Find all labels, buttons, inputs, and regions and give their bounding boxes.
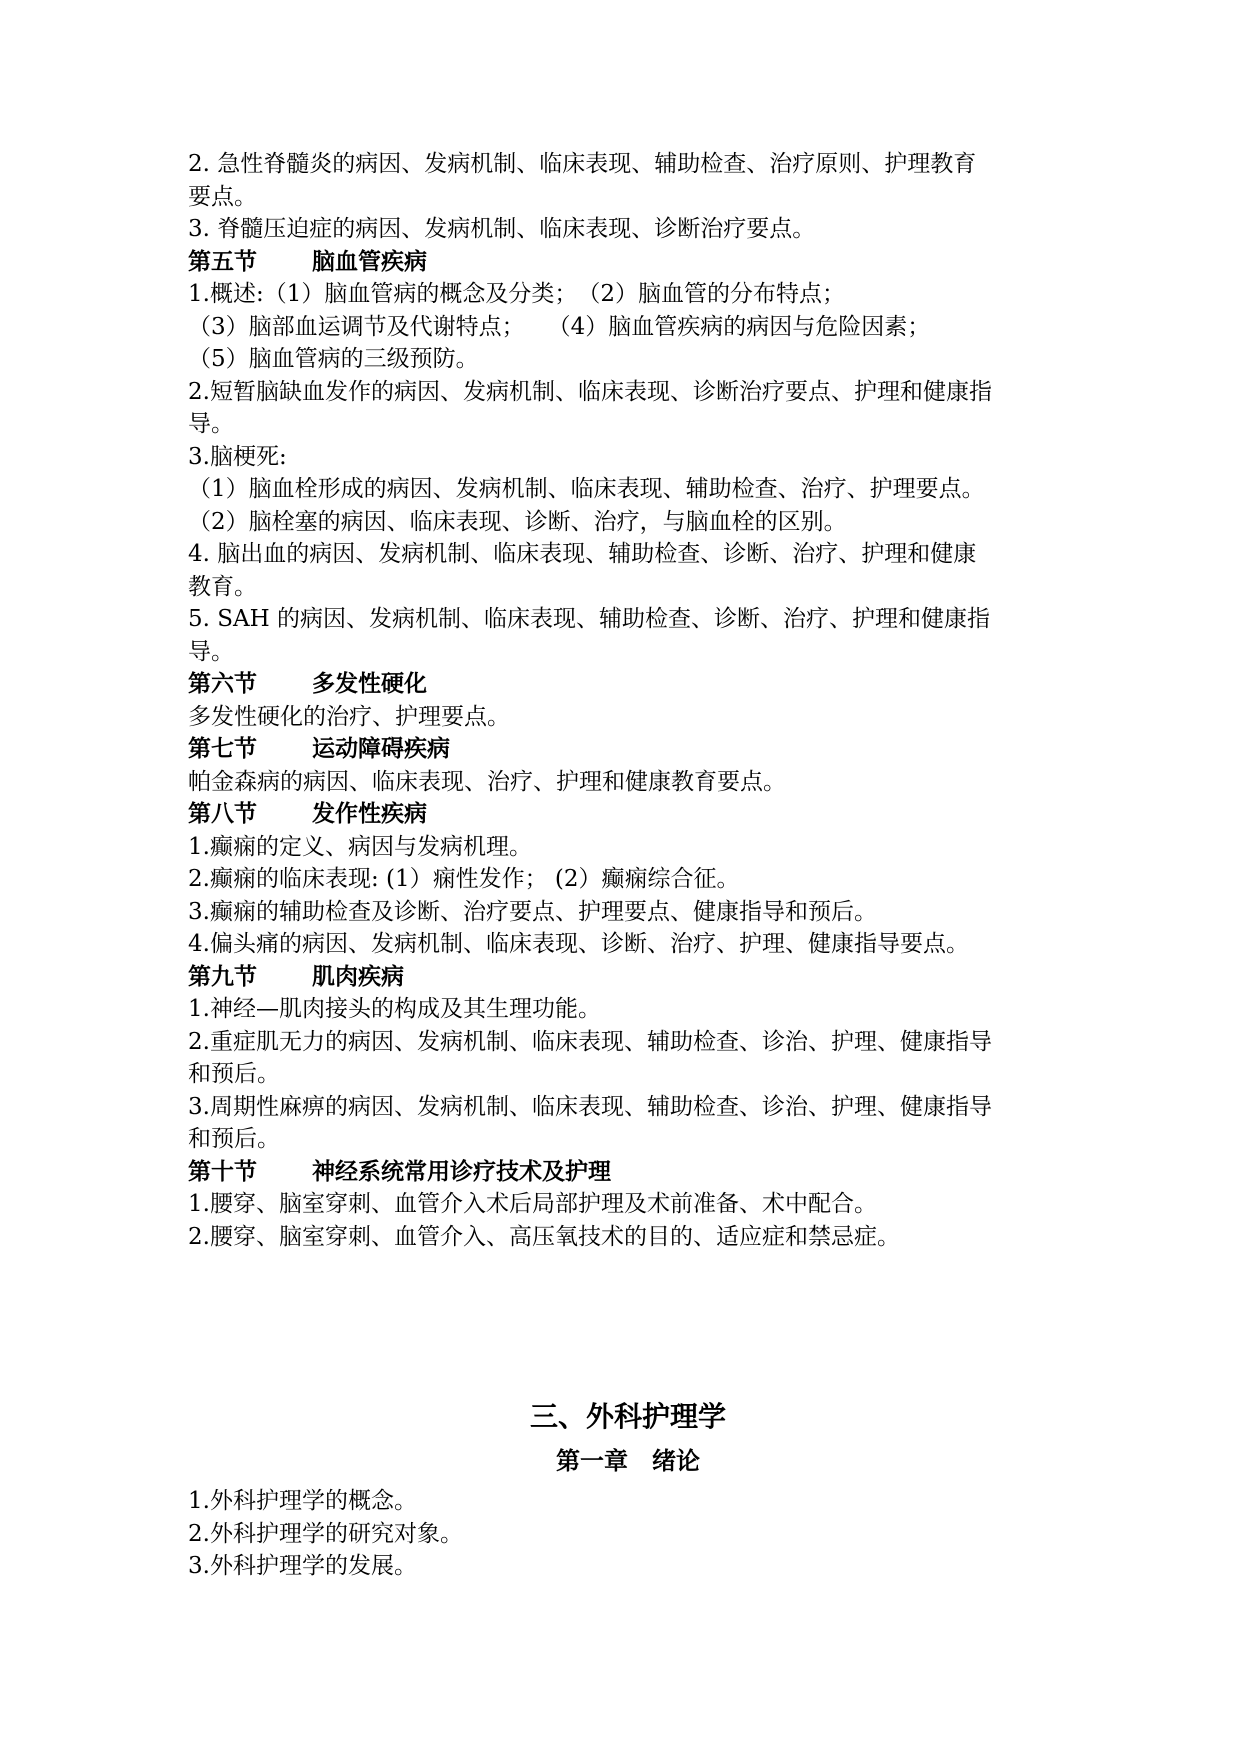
text-line: 和预后。 [188, 1061, 280, 1087]
paragraph [188, 1550, 1068, 1583]
text-line: 多发性硬化的治疗、护理要点。 [188, 703, 510, 730]
paragraph [188, 863, 1068, 896]
paragraph [188, 148, 1068, 213]
text-line: （1）脑血栓形成的病因、发病机制、临床表现、辅助检查、治疗、护理要点。 [188, 476, 985, 502]
text-line: 要点。 [188, 183, 257, 210]
paragraph [188, 1485, 1068, 1518]
text-line: 5. SAH 的病因、发病机制、临床表现、辅助检查、诊断、治疗、护理和健康指 [188, 606, 990, 632]
section-heading [188, 733, 1068, 766]
paragraph [188, 1221, 1068, 1254]
text-line: 2. 急性脊髓炎的病因、发病机制、临床表现、辅助检查、治疗原则、护理教育 [188, 151, 977, 177]
section-number: 第十节 [188, 1157, 257, 1185]
paragraph [188, 473, 1068, 506]
section-number: 第五节 [188, 247, 257, 275]
section-title: 肌肉疾病 [312, 962, 404, 990]
text-line: 1.癫痫的定义、病因与发病机理。 [188, 833, 532, 860]
section-heading [188, 246, 1068, 279]
spacer [188, 1253, 1068, 1395]
chapter-title: 第一章 绪论 [556, 1446, 700, 1475]
text-line: 3.周期性麻痹的病因、发病机制、临床表现、辅助检查、诊治、护理、健康指导 [188, 1093, 992, 1120]
section-heading [188, 668, 1068, 701]
paragraph [188, 441, 1068, 474]
text-line: 1.神经—肌肉接头的构成及其生理功能。 [188, 996, 601, 1022]
text-line: 1.腰穿、脑室穿刺、血管介入术后局部护理及术前准备、术中配合。 [188, 1191, 877, 1217]
text-line: （2）脑栓塞的病因、临床表现、诊断、治疗，与脑血栓的区别。 [188, 508, 847, 535]
text-line: 3.癫痫的辅助检查及诊断、治疗要点、护理要点、健康指导和预后。 [188, 898, 877, 925]
section-title: 多发性硬化 [312, 670, 427, 697]
text-line: （3）脑部血运调节及代谢特点； （4）脑血管疾病的病因与危险因素； [188, 313, 931, 340]
text-line: 导。 [188, 638, 234, 665]
text-line: 导。 [188, 411, 234, 437]
text-line: 4.偏头痛的病因、发病机制、临床表现、诊断、治疗、护理、健康指导要点。 [188, 931, 969, 957]
section-heading [188, 1156, 1068, 1189]
text-line: 教育。 [188, 573, 257, 600]
paragraph [188, 1518, 1068, 1551]
section-number: 第六节 [188, 670, 257, 697]
paragraph [188, 701, 1068, 734]
text-line: 3.脑梗死: [188, 443, 287, 470]
text-line: 2.腰穿、脑室穿刺、血管介入、高压氧技术的目的、适应症和禁忌症。 [188, 1223, 900, 1250]
paragraph [188, 376, 1068, 441]
text-line: 2.外科护理学的研究对象。 [188, 1520, 463, 1547]
text-line: 4. 脑出血的病因、发病机制、临床表现、辅助检查、诊断、治疗、护理和健康 [188, 541, 977, 567]
text-line: 帕金森病的病因、临床表现、治疗、护理和健康教育要点。 [188, 768, 786, 795]
paragraph [188, 896, 1068, 929]
paragraph [188, 213, 1068, 246]
paragraph [188, 831, 1068, 864]
paragraph [188, 278, 1068, 376]
text-line: 1.概述:（1）脑血管病的概念及分类； （2）脑血管的分布特点； [188, 281, 845, 307]
section-number: 第七节 [188, 735, 257, 762]
text-line: 2.癫痫的临床表现: (1）痫性发作； (2）癫痫综合征。 [188, 866, 740, 892]
text-line: 2.重症肌无力的病因、发病机制、临床表现、辅助检查、诊治、护理、健康指导 [188, 1028, 992, 1055]
paragraph [188, 1188, 1068, 1221]
paragraph [188, 1091, 1068, 1156]
section-title: 发作性疾病 [312, 800, 427, 827]
section-heading [188, 961, 1068, 994]
text-line: 3.外科护理学的发展。 [188, 1553, 417, 1579]
paragraph [188, 538, 1068, 603]
paragraph [188, 603, 1068, 668]
section-heading [188, 798, 1068, 831]
section-number: 第八节 [188, 800, 257, 827]
paragraph [188, 766, 1068, 799]
section-number: 第九节 [188, 962, 257, 990]
text-line: （5）脑血管病的三级预防。 [188, 346, 479, 372]
paragraph [188, 993, 1068, 1026]
text-line: 和预后。 [188, 1126, 280, 1152]
section-title: 神经系统常用诊疗技术及护理 [312, 1157, 611, 1185]
section-title: 脑血管疾病 [312, 247, 427, 275]
paragraph [188, 1026, 1068, 1091]
text-line: 3. 脊髓压迫症的病因、发病机制、临床表现、诊断治疗要点。 [188, 216, 816, 242]
paragraph [188, 506, 1068, 539]
part-title: 三、外科护理学 [529, 1400, 726, 1433]
text-line: 2.短暂脑缺血发作的病因、发病机制、临床表现、诊断治疗要点、护理和健康指 [188, 378, 992, 405]
document-body [188, 148, 1068, 1583]
paragraph [188, 928, 1068, 961]
section-title: 运动障碍疾病 [312, 735, 450, 762]
text-line: 1.外科护理学的概念。 [188, 1488, 417, 1514]
